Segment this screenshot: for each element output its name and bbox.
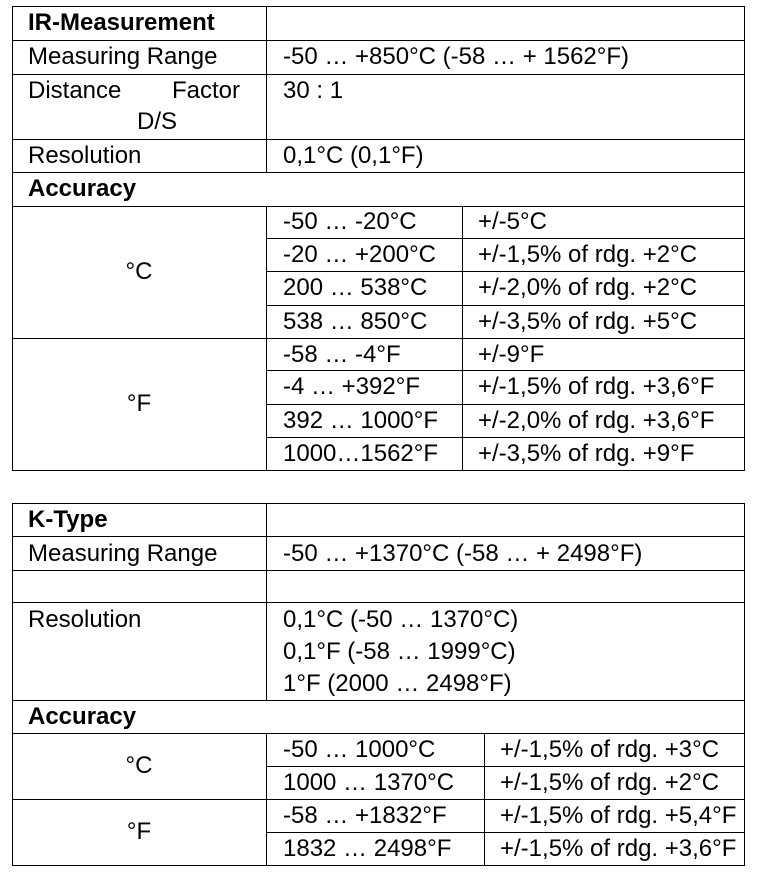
ir-accuracy-label: Accuracy <box>28 175 137 202</box>
table-cell-accuracy: +/-1,5% of rdg. +2°C <box>500 769 720 796</box>
ir-resolution-value: 0,1°C (0,1°F) <box>283 142 424 169</box>
table-cell-range: -4 … +392°F <box>283 373 420 400</box>
k-measuring-range-value: -50 … +1370°C (-58 … + 2498°F) <box>283 540 643 567</box>
table-cell-range: 200 … 538°C <box>283 274 428 301</box>
k-measuring-range-label: Measuring Range <box>28 540 218 567</box>
table-cell-range: 1000 … 1370°C <box>283 769 455 796</box>
ir-fahrenheit-unit: °F <box>126 390 152 417</box>
table-cell-accuracy: +/-5°C <box>478 208 547 235</box>
table-cell-accuracy: +/-3,5% of rdg. +5°C <box>478 308 698 335</box>
ir-measuring-range-label: Measuring Range <box>28 43 218 70</box>
table-cell-range: 1832 … 2498°F <box>283 835 452 862</box>
table-cell-accuracy: +/-1,5% of rdg. +3,6°F <box>478 373 715 400</box>
k-celsius-unit: °C <box>125 752 153 779</box>
ir-distance-factor-label-ds: D/S <box>137 108 178 135</box>
ir-distance-factor-value: 30 : 1 <box>283 77 344 104</box>
ir-table-title: IR-Measurement <box>28 9 215 36</box>
k-resolution-value-3: 1°F (2000 … 2498°F) <box>283 670 512 697</box>
table-cell-range: -58 … -4°F <box>283 341 401 368</box>
k-resolution-value-2: 0,1°F (-58 … 1999°C) <box>283 638 516 665</box>
table-cell-accuracy: +/-1,5% of rdg. +3°C <box>500 736 720 763</box>
k-table-title: K-Type <box>28 506 108 533</box>
table-cell-accuracy: +/-2,0% of rdg. +3,6°F <box>478 407 715 434</box>
table-cell-range: 392 … 1000°F <box>283 407 439 434</box>
k-resolution-value-1: 0,1°C (-50 … 1370°C) <box>283 606 519 633</box>
table-cell-accuracy: +/-1,5% of rdg. +5,4°F <box>500 802 737 829</box>
ir-celsius-unit: °C <box>125 258 153 285</box>
table-cell-range: -50 … -20°C <box>283 208 417 235</box>
table-cell-accuracy: +/-1,5% of rdg. +3,6°F <box>500 835 737 862</box>
ir-distance-factor-label-word2: Factor <box>172 77 241 104</box>
table-cell-range: -50 … 1000°C <box>283 736 436 763</box>
k-accuracy-label: Accuracy <box>28 703 137 730</box>
ir-measuring-range-value: -50 … +850°C (-58 … + 1562°F) <box>283 43 630 70</box>
table-cell-accuracy: +/-1,5% of rdg. +2°C <box>478 241 698 268</box>
table-cell-accuracy: +/-3,5% of rdg. +9°F <box>478 440 695 467</box>
table-cell-range: 1000…1562°F <box>283 440 439 467</box>
table-cell-accuracy: +/-2,0% of rdg. +2°C <box>478 274 698 301</box>
k-resolution-label: Resolution <box>28 606 142 633</box>
table-cell-range: 538 … 850°C <box>283 308 428 335</box>
ir-distance-factor-label-word1: Distance <box>28 77 122 104</box>
table-cell-accuracy: +/-9°F <box>478 341 545 368</box>
ir-resolution-label: Resolution <box>28 142 142 169</box>
table-cell-range: -20 … +200°C <box>283 241 437 268</box>
k-fahrenheit-unit: °F <box>126 818 152 845</box>
table-cell-range: -58 … +1832°F <box>283 802 447 829</box>
